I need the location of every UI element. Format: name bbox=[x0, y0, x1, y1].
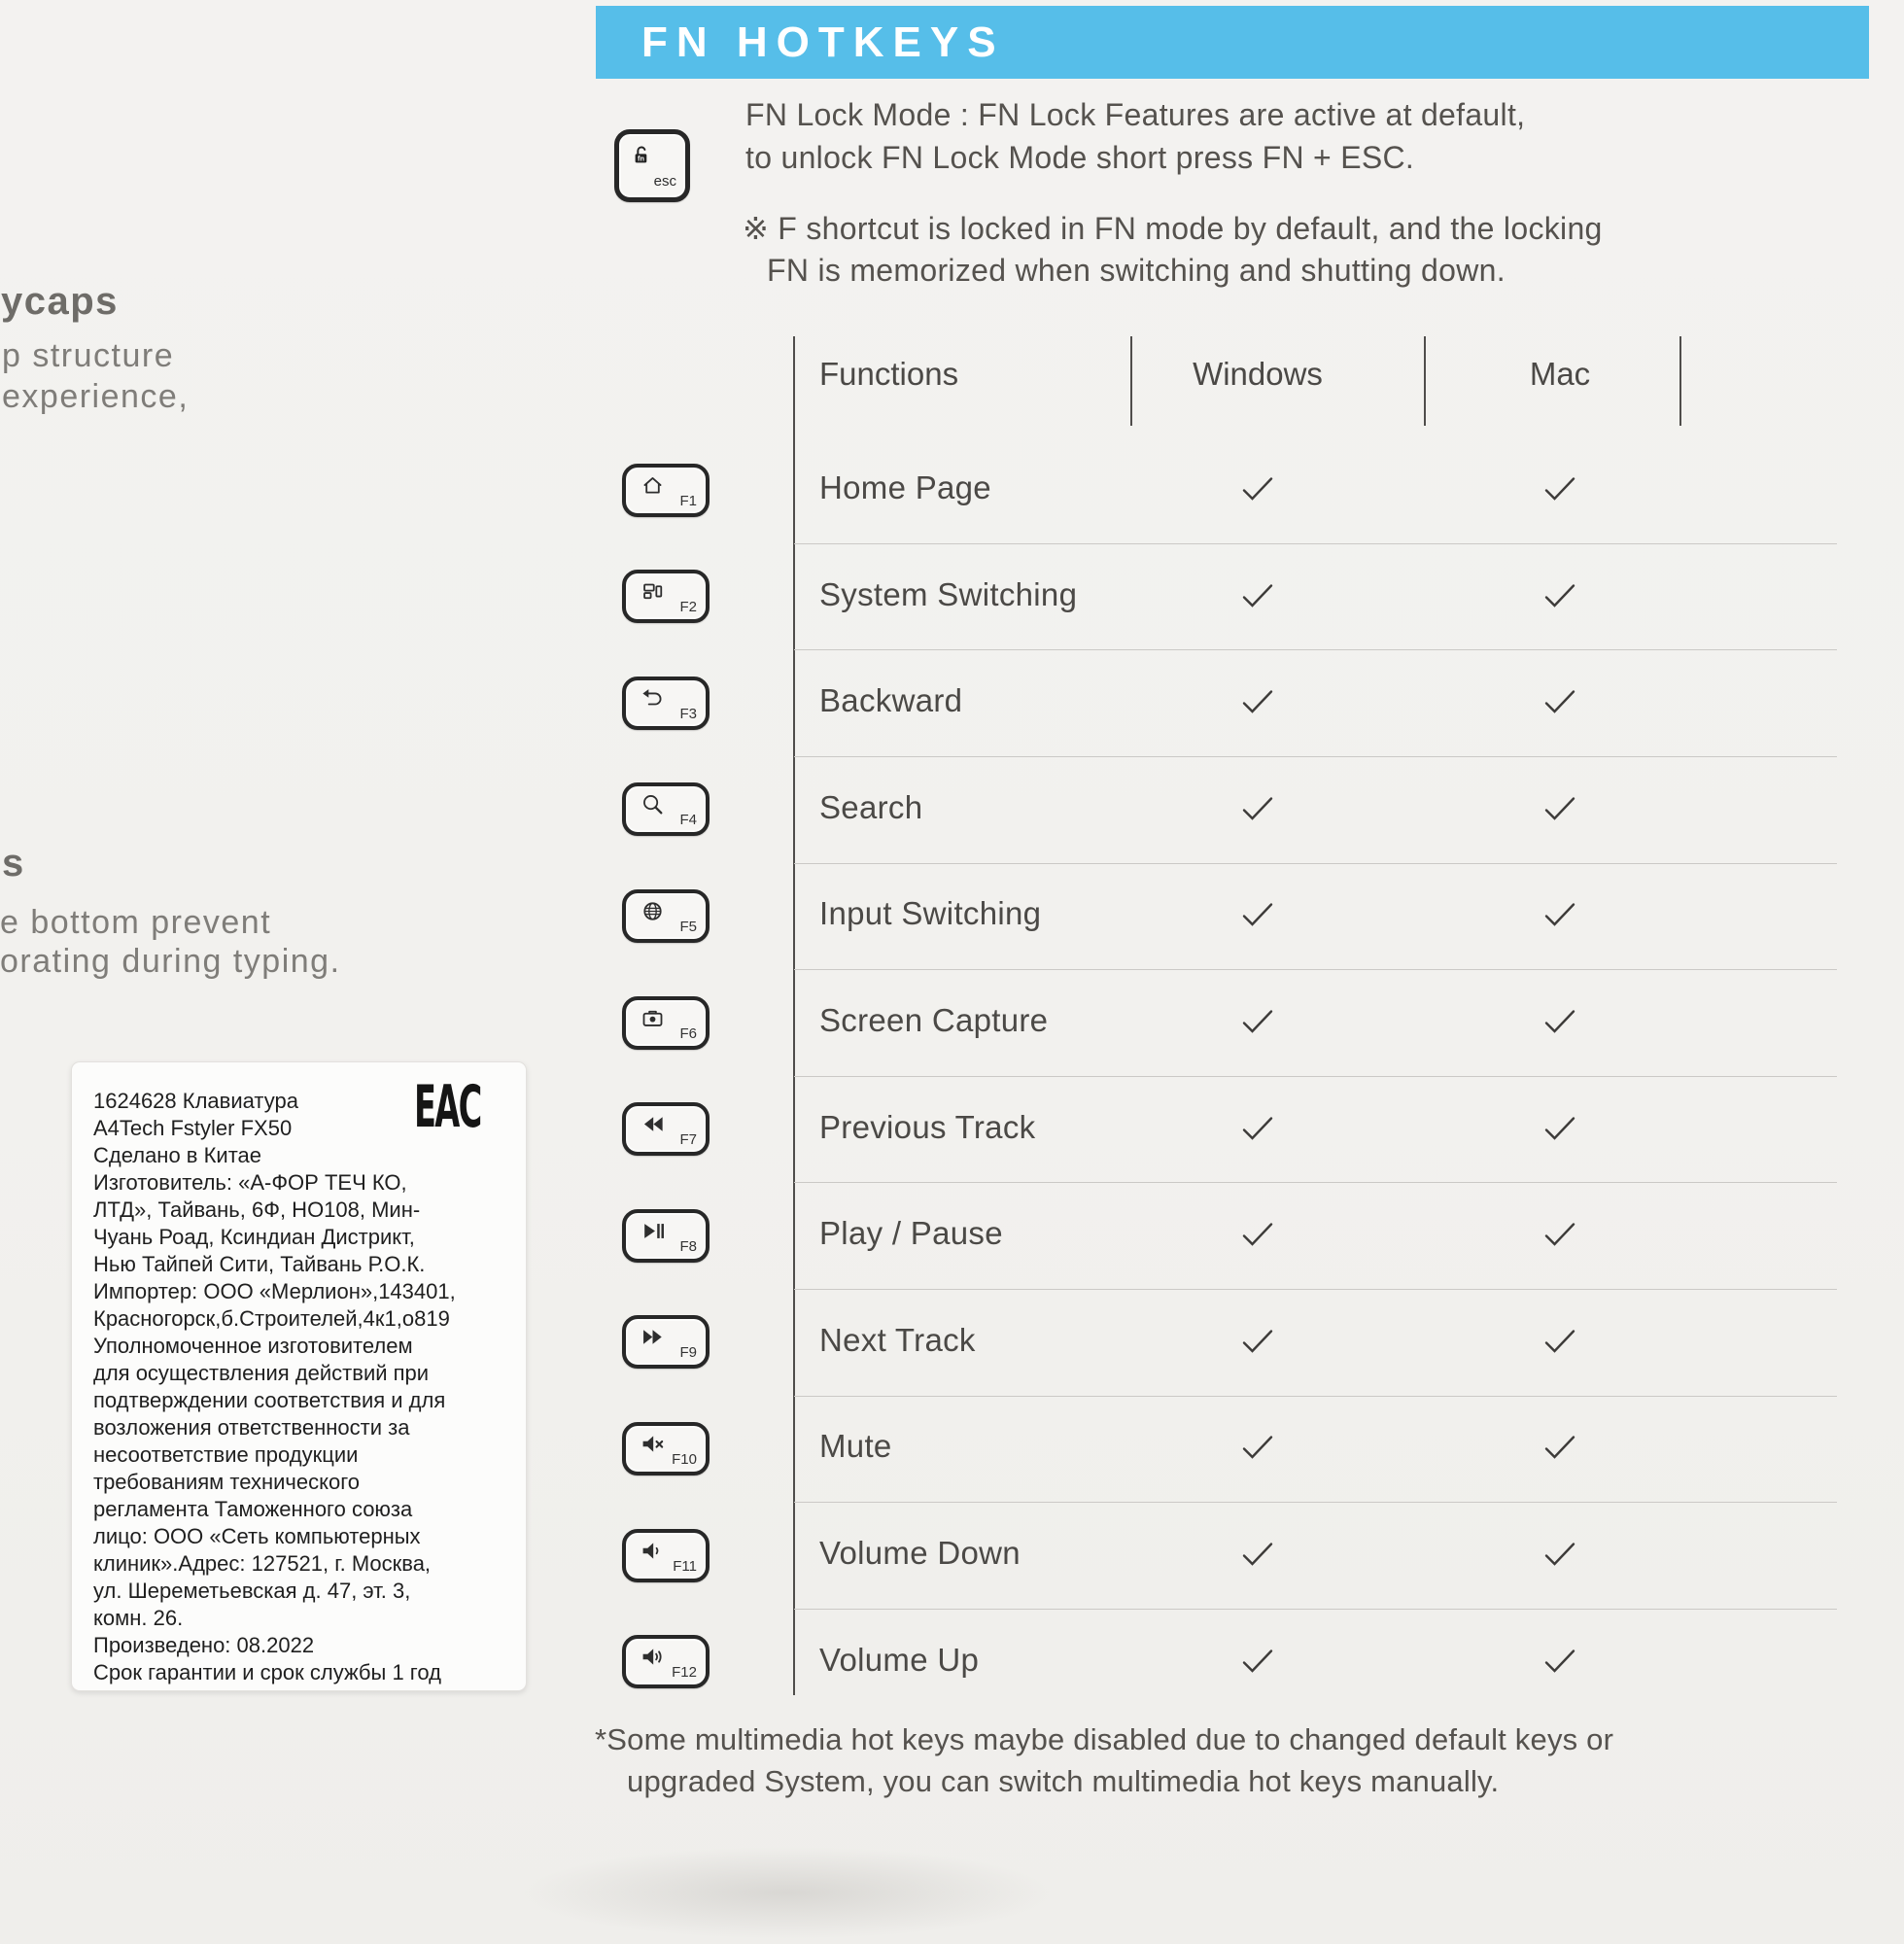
sticker-text-line: Нью Тайпей Сити, Тайвань Р.О.К. bbox=[93, 1252, 426, 1276]
row-separator bbox=[794, 1289, 1837, 1290]
fn-hotkeys-title: FN HOTKEYS bbox=[641, 17, 1005, 66]
column-header-windows: Windows bbox=[1193, 356, 1323, 392]
windows-checkmark bbox=[1240, 794, 1275, 828]
function-name: Volume Down bbox=[819, 1535, 1021, 1571]
search-icon bbox=[640, 791, 666, 822]
mac-checkmark bbox=[1542, 794, 1577, 828]
keycap-f4 bbox=[622, 782, 710, 836]
mac-checkmark bbox=[1542, 900, 1577, 934]
keycap-f7 bbox=[622, 1102, 710, 1156]
sticker-text-line: Импортер: ООО «Мерлион»,143401, bbox=[93, 1279, 456, 1303]
side-text-fragment-experience: experience, bbox=[2, 378, 190, 415]
function-name: Input Switching bbox=[819, 895, 1042, 932]
svg-text:fn: fn bbox=[638, 154, 644, 163]
play-pause-icon bbox=[640, 1218, 666, 1249]
sticker-text-line: лицо: ООО «Сеть компьютерных bbox=[93, 1524, 421, 1548]
windows-checkmark bbox=[1240, 1220, 1275, 1254]
windows-checkmark bbox=[1240, 1433, 1275, 1467]
sticker-text-line: Сделано в Китае bbox=[93, 1143, 262, 1167]
table-left-border bbox=[793, 336, 795, 1695]
prev-track-icon bbox=[640, 1111, 666, 1142]
side-heading-fragment-keycaps: ycaps bbox=[1, 280, 119, 323]
mac-checkmark bbox=[1542, 1540, 1577, 1574]
sticker-text-line: регламента Таможенного союза bbox=[93, 1497, 413, 1521]
table-header-divider-3 bbox=[1679, 336, 1681, 426]
tiles-icon bbox=[640, 578, 666, 609]
mac-checkmark bbox=[1542, 687, 1577, 721]
function-name: Volume Up bbox=[819, 1641, 980, 1678]
keycap-label: F8 bbox=[679, 1237, 697, 1255]
row-separator bbox=[794, 969, 1837, 970]
column-header-functions: Functions bbox=[819, 356, 959, 392]
row-separator bbox=[794, 1502, 1837, 1503]
row-separator bbox=[794, 863, 1837, 864]
footnote-line2: upgraded System, you can switch multimedia hot keys manually. bbox=[627, 1764, 1500, 1798]
globe-icon bbox=[640, 898, 666, 929]
function-name: Home Page bbox=[819, 469, 991, 505]
keycap-f9 bbox=[622, 1315, 710, 1369]
keycap-f8 bbox=[622, 1209, 710, 1263]
keycap-f2 bbox=[622, 570, 710, 623]
mac-checkmark bbox=[1542, 1114, 1577, 1148]
undo-icon bbox=[640, 685, 666, 716]
side-text-fragment-bottom-prevent: e bottom prevent bbox=[0, 904, 272, 941]
sticker-text-line: Срок гарантии и срок службы 1 год bbox=[93, 1660, 441, 1684]
mac-checkmark bbox=[1542, 1007, 1577, 1041]
function-name: Backward bbox=[819, 682, 963, 719]
sticker-text-line: Чуань Роад, Ксиндиан Дистрикт, bbox=[93, 1225, 415, 1249]
table-header-divider-1 bbox=[1130, 336, 1132, 426]
windows-checkmark bbox=[1240, 687, 1275, 721]
sticker-text-line: ул. Шереметьевская д. 47, эт. 3, bbox=[93, 1579, 411, 1603]
eac-logo: ЕАС bbox=[414, 1073, 481, 1141]
function-name: Screen Capture bbox=[819, 1002, 1049, 1038]
function-name: Search bbox=[819, 788, 923, 825]
keycap-label: F9 bbox=[679, 1344, 697, 1362]
row-separator bbox=[794, 1396, 1837, 1397]
side-heading-fragment-s: s bbox=[2, 842, 25, 885]
vol-up-icon bbox=[640, 1644, 666, 1675]
sticker-text-line: для осуществления действий при bbox=[93, 1361, 430, 1385]
keycap-f6 bbox=[622, 996, 710, 1050]
keycap-label: F12 bbox=[672, 1664, 697, 1682]
sticker-text-line: требованиям технического bbox=[93, 1470, 361, 1494]
function-name: System Switching bbox=[819, 575, 1078, 612]
sticker-text-line: подтверждении соответствия и для bbox=[93, 1388, 446, 1412]
keycap-f11 bbox=[622, 1529, 710, 1582]
table-header-divider-2 bbox=[1424, 336, 1426, 426]
function-name: Mute bbox=[819, 1428, 892, 1465]
side-text-fragment-during-typing: orating during typing. bbox=[0, 943, 341, 980]
keycap-f5 bbox=[622, 889, 710, 943]
sticker-text-line: Изготовитель: «А-ФОР ТЕЧ КО, bbox=[93, 1170, 407, 1195]
sticker-text-line: 1624628 Клавиатура bbox=[93, 1089, 298, 1113]
sticker-text-line: комн. 26. bbox=[93, 1606, 184, 1630]
row-separator bbox=[794, 1609, 1837, 1610]
keycap-label: F7 bbox=[679, 1131, 697, 1149]
keycap-label: F2 bbox=[679, 599, 697, 616]
sticker-text-line: несоответствие продукции bbox=[93, 1442, 359, 1467]
vol-down-icon bbox=[640, 1538, 666, 1569]
function-name: Previous Track bbox=[819, 1108, 1036, 1145]
keycap-label: F10 bbox=[672, 1450, 697, 1468]
mac-checkmark bbox=[1542, 581, 1577, 615]
mac-checkmark bbox=[1542, 474, 1577, 508]
row-separator bbox=[794, 1182, 1837, 1183]
fn-lock-note-line1: ※ F shortcut is locked in FN mode by default, and the locking bbox=[743, 211, 1603, 246]
next-track-icon bbox=[640, 1324, 666, 1355]
mac-checkmark bbox=[1542, 1220, 1577, 1254]
esc-key-label: esc bbox=[653, 173, 676, 190]
fn-hotkeys-header-bar bbox=[596, 6, 1869, 79]
mute-icon bbox=[640, 1431, 666, 1462]
windows-checkmark bbox=[1240, 1114, 1275, 1148]
row-separator bbox=[794, 649, 1837, 650]
keycap-label: F6 bbox=[679, 1024, 697, 1042]
keycap-f12 bbox=[622, 1635, 710, 1688]
sticker-text-line: Красногорск,б.Строителей,4к1,о819 bbox=[93, 1306, 450, 1331]
windows-checkmark bbox=[1240, 900, 1275, 934]
windows-checkmark bbox=[1240, 581, 1275, 615]
mac-checkmark bbox=[1542, 1327, 1577, 1361]
mac-checkmark bbox=[1542, 1647, 1577, 1681]
windows-checkmark bbox=[1240, 1647, 1275, 1681]
home-icon bbox=[640, 472, 666, 503]
sticker-text-line: клиник».Адрес: 127521, г. Москва, bbox=[93, 1551, 432, 1576]
fn-unlock-icon bbox=[630, 144, 654, 173]
keycap-label: F4 bbox=[679, 812, 697, 829]
row-separator bbox=[794, 1076, 1837, 1077]
sticker-text-line: Уполномоченное изготовителем bbox=[93, 1334, 413, 1358]
sticker-text-line: ЛТД», Тайвань, 6Ф, НО108, Мин- bbox=[93, 1198, 421, 1222]
fn-lock-text-line1: FN Lock Mode : FN Lock Features are active at default, bbox=[745, 97, 1526, 132]
regulatory-sticker bbox=[71, 1061, 527, 1691]
camera-icon bbox=[640, 1005, 666, 1036]
function-name: Play / Pause bbox=[819, 1215, 1003, 1252]
windows-checkmark bbox=[1240, 474, 1275, 508]
side-text-fragment-structure: p structure bbox=[2, 337, 175, 374]
keycap-f1 bbox=[622, 464, 710, 517]
sticker-text-line: возложения ответственности за bbox=[93, 1415, 410, 1440]
photo-shadow bbox=[418, 1816, 1157, 1944]
footnote-line1: *Some multimedia hot keys maybe disabled due to changed default keys or bbox=[595, 1722, 1614, 1756]
column-header-mac: Mac bbox=[1529, 356, 1591, 392]
fn-lock-text-line2: to unlock FN Lock Mode short press FN + ESC. bbox=[745, 140, 1415, 175]
sticker-text-line: Произведено: 08.2022 bbox=[93, 1633, 315, 1657]
keycap-label: F3 bbox=[679, 705, 697, 722]
fn-lock-note-line2: FN is memorized when switching and shutting down. bbox=[767, 253, 1506, 288]
mac-checkmark bbox=[1542, 1433, 1577, 1467]
sticker-text-line: A4Tech Fstyler FX50 bbox=[93, 1116, 293, 1140]
keycap-label: F11 bbox=[673, 1557, 697, 1575]
windows-checkmark bbox=[1240, 1007, 1275, 1041]
esc-keycap bbox=[614, 129, 690, 202]
keycap-label: F5 bbox=[679, 918, 697, 935]
row-separator bbox=[794, 756, 1837, 757]
windows-checkmark bbox=[1240, 1540, 1275, 1574]
function-name: Next Track bbox=[819, 1321, 976, 1358]
keycap-f3 bbox=[622, 677, 710, 730]
windows-checkmark bbox=[1240, 1327, 1275, 1361]
keycap-label: F1 bbox=[679, 492, 697, 509]
keycap-f10 bbox=[622, 1422, 710, 1475]
row-separator bbox=[794, 543, 1837, 544]
